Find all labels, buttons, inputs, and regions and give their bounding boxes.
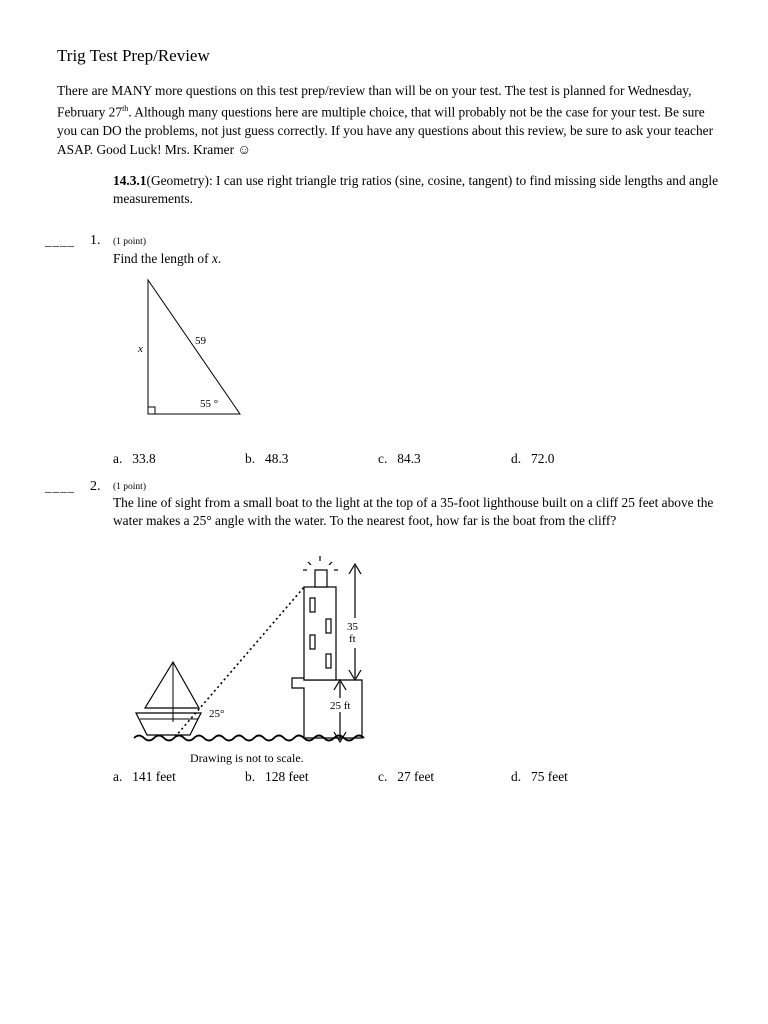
line-of-sight xyxy=(175,586,305,737)
q1-choice-b[interactable] xyxy=(245,451,288,467)
choice-value: 75 feet xyxy=(531,769,568,784)
angle-label: 25° xyxy=(209,708,225,720)
question-2-number: 2. xyxy=(90,479,101,494)
page-title: Trig Test Prep/Review xyxy=(57,46,210,65)
question-1-points: (1 point) xyxy=(113,237,146,247)
standard-code: 14.3.1 xyxy=(113,173,147,188)
q1-choice-a[interactable] xyxy=(113,451,156,467)
lighthouse-lamp xyxy=(315,570,327,587)
tower-height-label-2: ft xyxy=(349,633,356,645)
question-2-prompt: The line of sight from a small boat to the light at the top of a 35-foot lighthouse built on a cliff 25 feet above the water makes a 25° angle with the water. To the nearest foot, how far is the boat from the cliff? xyxy=(113,495,714,528)
choice-value: 27 feet xyxy=(397,769,435,784)
q2-choice-c[interactable] xyxy=(378,769,434,785)
intro-text-1: There are MANY more questions on this test prep/review than will be on your test. The test is planned for Wednesday, February 27 xyxy=(57,83,692,120)
intro-text-2: . Although many questions here are multiple choice, that will probably not be the case for your test. Be sure you can DO the problems, not just guess correctly. If you have any questions about this review, be sure to ask your teacher ASAP. Good Luck! Mrs. Kramer xyxy=(57,104,714,157)
boat-sail xyxy=(145,662,199,708)
side-x-label: x xyxy=(138,343,143,355)
angle-label: 55 ° xyxy=(200,398,219,410)
choice-value: 33.8 xyxy=(132,451,156,466)
choice-letter: b. xyxy=(245,769,256,784)
q1-choice-c[interactable] xyxy=(378,451,421,467)
figure-caption: Drawing is not to scale. xyxy=(190,751,304,765)
learning-standard xyxy=(113,172,723,207)
boat-hull xyxy=(136,713,201,735)
question-1-prompt-end: . xyxy=(217,251,222,266)
choice-letter: d. xyxy=(511,769,522,784)
q1-choice-d[interactable] xyxy=(511,451,554,467)
hypotenuse-label: 59 xyxy=(195,335,206,347)
choice-value: 72.0 xyxy=(531,451,555,466)
answer-blank-1[interactable]: ____ xyxy=(45,233,75,248)
question-1-prompt-var: x xyxy=(211,251,218,266)
choice-letter: d. xyxy=(511,451,522,466)
right-triangle-figure xyxy=(120,270,260,430)
question-1-prompt-start: Find the length of xyxy=(113,251,212,266)
light-rays xyxy=(303,556,338,570)
intro-paragraph xyxy=(57,82,727,159)
question-2-points: (1 point) xyxy=(113,482,146,492)
triangle-shape xyxy=(148,280,240,414)
q2-choice-a[interactable] xyxy=(113,769,176,785)
right-angle-marker xyxy=(148,407,155,414)
cliff-height-label: 25 ft xyxy=(330,700,351,712)
q2-choice-b[interactable] xyxy=(245,769,309,785)
smiley-icon: ☺ xyxy=(237,141,252,157)
choice-letter: b. xyxy=(245,451,256,466)
q2-choice-d[interactable] xyxy=(511,769,568,785)
question-1-number: 1. xyxy=(90,233,101,248)
standard-text: (Geometry): I can use right triangle trig ratios (sine, cosine, tangent) to find missing side lengths and angle measurements. xyxy=(113,173,719,206)
choice-value: 141 feet xyxy=(132,769,176,784)
choice-letter: a. xyxy=(113,769,123,784)
intro-superscript: th xyxy=(122,104,129,114)
lighthouse-figure xyxy=(130,550,380,770)
answer-blank-2[interactable]: ____ xyxy=(45,479,75,494)
choice-letter: a. xyxy=(113,451,123,466)
choice-value: 48.3 xyxy=(265,451,289,466)
choice-letter: c. xyxy=(378,451,388,466)
choice-value: 84.3 xyxy=(397,451,421,466)
choice-value: 128 feet xyxy=(265,769,309,784)
choice-letter: c. xyxy=(378,769,388,784)
question-1-prompt xyxy=(113,250,221,268)
tower-height-label-1: 35 xyxy=(347,621,358,633)
